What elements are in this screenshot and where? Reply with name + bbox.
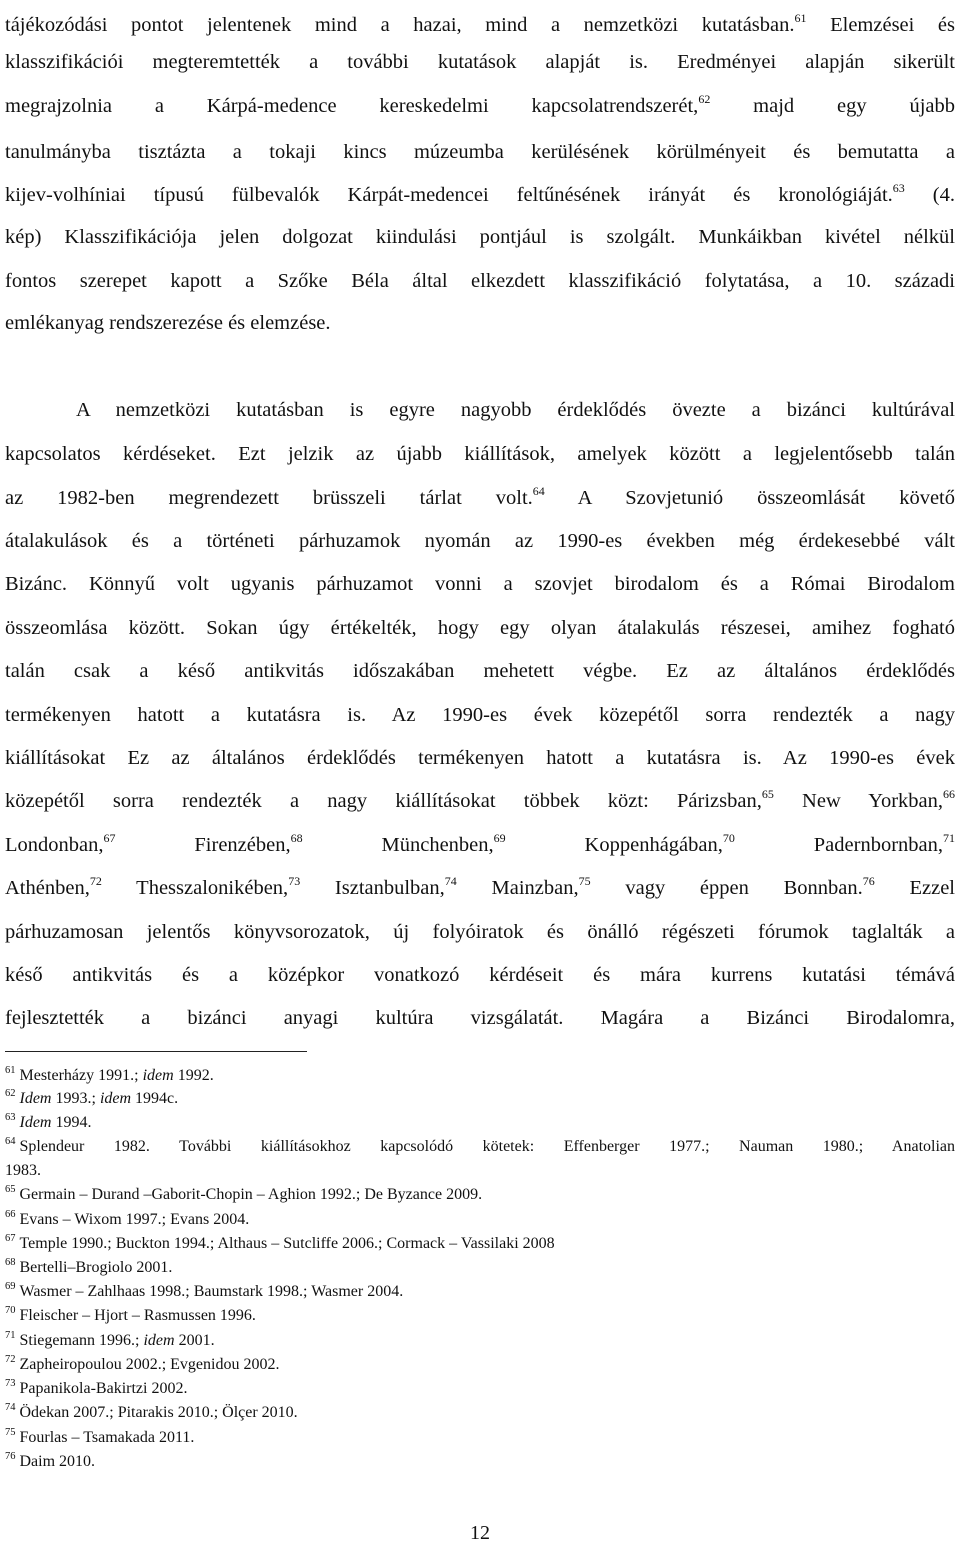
footnote-number: 72 <box>5 1354 16 1365</box>
text-run: A Szovjetunió összeomlását követő <box>544 487 955 509</box>
text-run: emlékanyag rendszerezése és elemzése. <box>5 312 331 334</box>
footnote-number: 75 <box>5 1427 16 1438</box>
text-run: 1992. <box>173 1067 214 1084</box>
footnote <box>5 1137 955 1157</box>
footnote-ref: 68 <box>290 831 303 845</box>
text-run: kapcsolatos kérdéseket. Ezt jelzik az újabb kiállítások, amelyek között a legjelentősebb talán <box>5 443 955 465</box>
text-run: 2001. <box>174 1332 215 1349</box>
footnote-number: 69 <box>5 1281 16 1292</box>
body-line <box>5 919 955 945</box>
footnote <box>5 1210 955 1230</box>
footnote-ref: 70 <box>722 831 735 845</box>
body-line <box>5 788 955 814</box>
text-run: fejlesztették a bizánci anyagi kultúra vizsgálatát. Magára a Bizánci Birodalomra, <box>5 1007 955 1029</box>
body-line <box>5 702 955 728</box>
footnote <box>5 1258 955 1278</box>
text-run: Daim 2010. <box>19 1453 96 1470</box>
text-run: megrajzolnia a Kárpá-medence kereskedelmi kapcsolatrendszerét, <box>5 95 699 117</box>
footnote <box>5 1066 955 1086</box>
body-line <box>5 93 955 119</box>
text-run: Bizánc. Könnyű volt ugyanis párhuzamot vonni a szovjet birodalom és a Római Birodalom <box>5 573 955 595</box>
italic-text: idem <box>142 1067 174 1084</box>
body-line <box>5 745 955 771</box>
text-run: Elemzései és <box>806 14 956 36</box>
text-run: Wasmer – Zahlhaas 1998.; Baumstark 1998.; Wasmer 2004. <box>19 1283 404 1300</box>
footnote-ref: 71 <box>943 831 955 845</box>
footnote <box>5 1403 955 1423</box>
footnote-ref: 64 <box>532 484 545 498</box>
footnote <box>5 1113 955 1133</box>
text-run: közepétől sorra rendezték a nagy kiállításokat többek közt: Párizsban, <box>5 790 762 812</box>
body-line <box>5 962 955 988</box>
text-run: Germain – Durand –Gaborit-Chopin – Aghion 1992.; De Byzance 2009. <box>19 1186 483 1203</box>
body-line <box>5 658 955 684</box>
text-run: kijev-volhíniai típusú fülbevalók Kárpát-medencei feltűnésének irányát és kronológiáját. <box>5 184 893 206</box>
text-run: Evans – Wixom 1997.; Evans 2004. <box>19 1211 250 1228</box>
body-line <box>5 571 955 597</box>
text-run: Koppenhágában, <box>505 834 723 856</box>
footnote-number: 66 <box>5 1209 16 1220</box>
italic-text: Idem <box>19 1114 52 1131</box>
text-run: Zapheiropoulou 2002.; Evgenidou 2002. <box>19 1356 280 1373</box>
footnote-number: 73 <box>5 1378 16 1389</box>
body-line <box>5 615 955 641</box>
footnote <box>5 1452 955 1472</box>
text-run: párhuzamosan jelentős könyvsorozatok, új folyóiratok és önálló régészeti fórumok taglalták a <box>5 921 955 943</box>
footnote-number: 62 <box>5 1088 16 1099</box>
text-run: Papanikola-Bakirtzi 2002. <box>19 1380 188 1397</box>
text-run: majd egy újabb <box>710 95 955 117</box>
footnote-ref: 73 <box>288 874 301 888</box>
body-line <box>5 182 955 208</box>
footnote-number: 63 <box>5 1112 16 1123</box>
text-run: Ezzel <box>874 877 956 899</box>
footnote-ref: 67 <box>103 831 116 845</box>
text-run: Fourlas – Tsamakada 2011. <box>19 1429 195 1446</box>
footnote <box>5 1161 955 1181</box>
text-run: fontos szerepet kapott a Szőke Béla által elkezdett klasszifikáció folytatása, a 10. századi <box>5 270 955 292</box>
text-run: Mesterházy 1991.; <box>19 1067 143 1084</box>
body-line <box>5 832 955 858</box>
text-run: Mainzban, <box>456 877 579 899</box>
text-run: tájékozódási pontot jelentenek mind a hazai, mind a nemzetközi kutatásban. <box>5 14 795 36</box>
text-run: New Yorkban, <box>773 790 944 812</box>
text-run: Isztanbulban, <box>300 877 445 899</box>
text-run: 1994c. <box>131 1090 179 1107</box>
italic-text: Idem <box>19 1090 52 1107</box>
footnote-number: 70 <box>5 1305 16 1316</box>
text-run: Münchenben, <box>302 834 494 856</box>
footnote-ref: 63 <box>892 181 905 195</box>
footnote-ref: 74 <box>444 874 457 888</box>
text-run: Padernbornban, <box>734 834 943 856</box>
body-line <box>5 224 955 250</box>
body-line <box>5 49 955 75</box>
text-run: átalakulások és a történeti párhuzamok nyomán az 1990-es években még érdekesebbé vált <box>5 530 955 552</box>
footnote-ref: 66 <box>943 787 956 801</box>
body-line <box>5 441 955 467</box>
footnote-ref: 65 <box>761 787 774 801</box>
text-run: 1993.; <box>51 1090 100 1107</box>
body-line <box>5 875 955 901</box>
footnote-ref: 62 <box>698 92 711 106</box>
footnote-number: 61 <box>5 1065 16 1076</box>
text-run: Temple 1990.; Buckton 1994.; Althaus – Sutcliffe 2006.; Cormack – Vassilaki 2008 <box>19 1235 555 1252</box>
footnote <box>5 1306 955 1326</box>
footnote-ref: 69 <box>493 831 506 845</box>
footnote <box>5 1331 955 1351</box>
text-run: Thesszalonikében, <box>101 877 289 899</box>
body-line <box>5 1005 955 1031</box>
footnote-separator <box>5 1051 307 1052</box>
italic-text: idem <box>99 1090 132 1107</box>
body-line <box>5 268 955 294</box>
text-run: termékenyen hatott a kutatásra is. Az 1990-es évek közepétől sorra rendezték a nagy <box>5 704 955 726</box>
text-run: Splendeur 1982. További kiállításokhoz kapcsolódó kötetek: Effenberger 1977.; Nauman 1980.; Anatolian <box>19 1138 955 1155</box>
body-line <box>5 528 955 554</box>
text-run: az 1982-ben megrendezett brüsszeli tárlat volt. <box>5 487 533 509</box>
footnote-number: 67 <box>5 1233 16 1244</box>
text-run: A nemzetközi kutatásban is egyre nagyobb érdeklődés övezte a bizánci kultúrával <box>76 399 955 421</box>
body-line <box>5 139 955 165</box>
text-run: 1994. <box>51 1114 92 1131</box>
footnote-ref: 75 <box>578 874 591 888</box>
footnote-number: 68 <box>5 1257 16 1268</box>
text-run: késő antikvitás és a középkor vonatkozó kérdéseit és mára kurrens kutatási témává <box>5 964 955 986</box>
text-run: (4. <box>904 184 956 206</box>
footnote-number: 74 <box>5 1402 16 1413</box>
text-run: Ödekan 2007.; Pitarakis 2010.; Ölçer 2010. <box>19 1404 298 1421</box>
body-line <box>5 485 955 511</box>
text-run: Athénben, <box>5 877 90 899</box>
footnote-ref: 61 <box>794 11 807 25</box>
footnote <box>5 1428 955 1448</box>
text-run: összeomlása között. Sokan úgy értékelték, hogy egy olyan átalakulás részesei, amihez fogható <box>5 617 955 639</box>
text-run: kép) Klasszifikációja jelen dolgozat kiindulási pontjául is szolgált. Munkáikban kivétel nélkül <box>5 226 955 248</box>
footnote <box>5 1185 955 1205</box>
footnote-ref: 76 <box>862 874 875 888</box>
text-run: vagy éppen Bonnban. <box>590 877 863 899</box>
text-run: Bertelli–Brogiolo 2001. <box>19 1259 173 1276</box>
text-run: Stiegemann 1996.; <box>19 1332 144 1349</box>
footnote <box>5 1379 955 1399</box>
footnote-number: 71 <box>5 1330 16 1341</box>
body-line <box>5 12 955 38</box>
text-run: tanulmányba tisztázta a tokaji kincs múzeumba kerülésének körülményeit és bemutatta a <box>5 141 955 163</box>
text-run: talán csak a késő antikvitás időszakában mehetett végbe. Ez az általános érdeklődés <box>5 660 955 682</box>
footnote <box>5 1355 955 1375</box>
footnote <box>5 1282 955 1302</box>
footnote <box>5 1234 955 1254</box>
text-run: kiállításokat Ez az általános érdeklődés termékenyen hatott a kutatásra is. Az 1990-es évek <box>5 747 955 769</box>
footnote-number: 76 <box>5 1451 16 1462</box>
text-run: Firenzében, <box>115 834 291 856</box>
text-run: 1983. <box>5 1162 41 1179</box>
footnote <box>5 1089 955 1109</box>
footnote-number: 64 <box>5 1136 16 1147</box>
text-run: klasszifikációi megteremtették a további kutatások alapját is. Eredményei alapján sikerült <box>5 51 955 73</box>
footnote-number: 65 <box>5 1184 16 1195</box>
text-run: Fleischer – Hjort – Rasmussen 1996. <box>19 1307 256 1324</box>
text-run: Londonban, <box>5 834 104 856</box>
page-number: 12 <box>470 1522 490 1544</box>
body-line <box>76 397 955 423</box>
italic-text: idem <box>143 1332 175 1349</box>
footnote-ref: 72 <box>89 874 102 888</box>
body-line <box>5 310 955 336</box>
